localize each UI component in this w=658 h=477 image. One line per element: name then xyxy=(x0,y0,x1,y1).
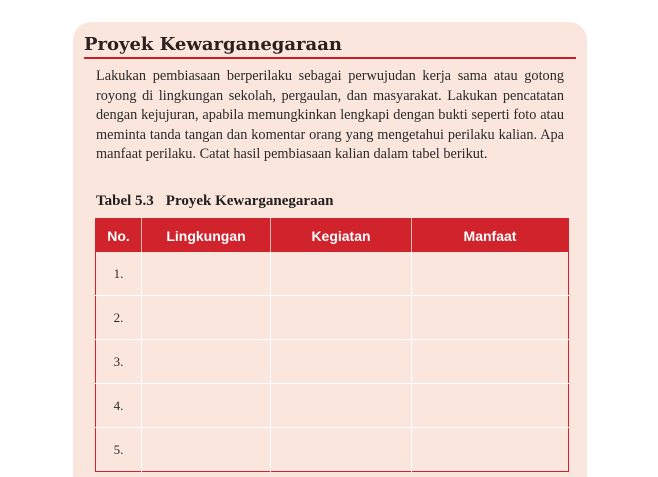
table-row xyxy=(96,384,569,428)
cell-manfaat[interactable] xyxy=(412,296,569,340)
header-no: No. xyxy=(96,219,142,253)
header-manfaat: Manfaat xyxy=(412,219,569,253)
title-underline xyxy=(84,57,576,59)
table-row xyxy=(96,252,569,296)
table-caption-title: Proyek Kewarganegaraan xyxy=(165,193,334,209)
table-caption xyxy=(96,193,333,210)
row-number: 2. xyxy=(96,296,142,340)
row-number: 4. xyxy=(96,384,142,428)
row-number: 1. xyxy=(113,265,124,281)
cell-lingkungan[interactable] xyxy=(142,428,271,472)
cell-lingkungan[interactable] xyxy=(142,340,271,384)
table-caption-number: Tabel 5.3 xyxy=(96,193,154,209)
cell-manfaat[interactable] xyxy=(412,384,569,428)
header-lingkungan: Lingkungan xyxy=(142,219,271,253)
table-header-row xyxy=(96,219,569,253)
table-row xyxy=(96,428,569,472)
cell-kegiatan[interactable] xyxy=(271,428,412,472)
cell-lingkungan[interactable] xyxy=(142,384,271,428)
table-row xyxy=(96,340,569,384)
row-number: 5. xyxy=(96,428,142,472)
instruction-paragraph: Lakukan pembiasaan berperilaku sebagai perwujudan kerja sama atau gotong royong di lingkungan sekolah, pergaulan, dan masyarakat. Lakukan pencatatan dengan kejujuran, apabila memungkinkan lengkapi dengan bukti seperti foto atau meminta tanda tangan dan komentar orang yang mengetahui perilaku kalian. Apa manfaat perilaku. Catat hasil pembiasaan kalian dalam tabel berikut. xyxy=(96,68,564,163)
row-number: 3. xyxy=(96,340,142,384)
cell-manfaat[interactable] xyxy=(412,252,569,296)
cell-lingkungan[interactable] xyxy=(142,252,271,296)
cell-manfaat[interactable] xyxy=(412,428,569,472)
cell-kegiatan[interactable] xyxy=(271,296,412,340)
cell-manfaat[interactable] xyxy=(412,340,569,384)
cell-lingkungan[interactable] xyxy=(142,296,271,340)
project-table xyxy=(95,218,569,472)
header-kegiatan: Kegiatan xyxy=(271,219,412,253)
cell-kegiatan[interactable] xyxy=(271,340,412,384)
section-title: Proyek Kewarganegaraan xyxy=(84,34,342,55)
cell-kegiatan[interactable] xyxy=(271,384,412,428)
table-row xyxy=(96,296,569,340)
cell-kegiatan[interactable] xyxy=(271,252,412,296)
